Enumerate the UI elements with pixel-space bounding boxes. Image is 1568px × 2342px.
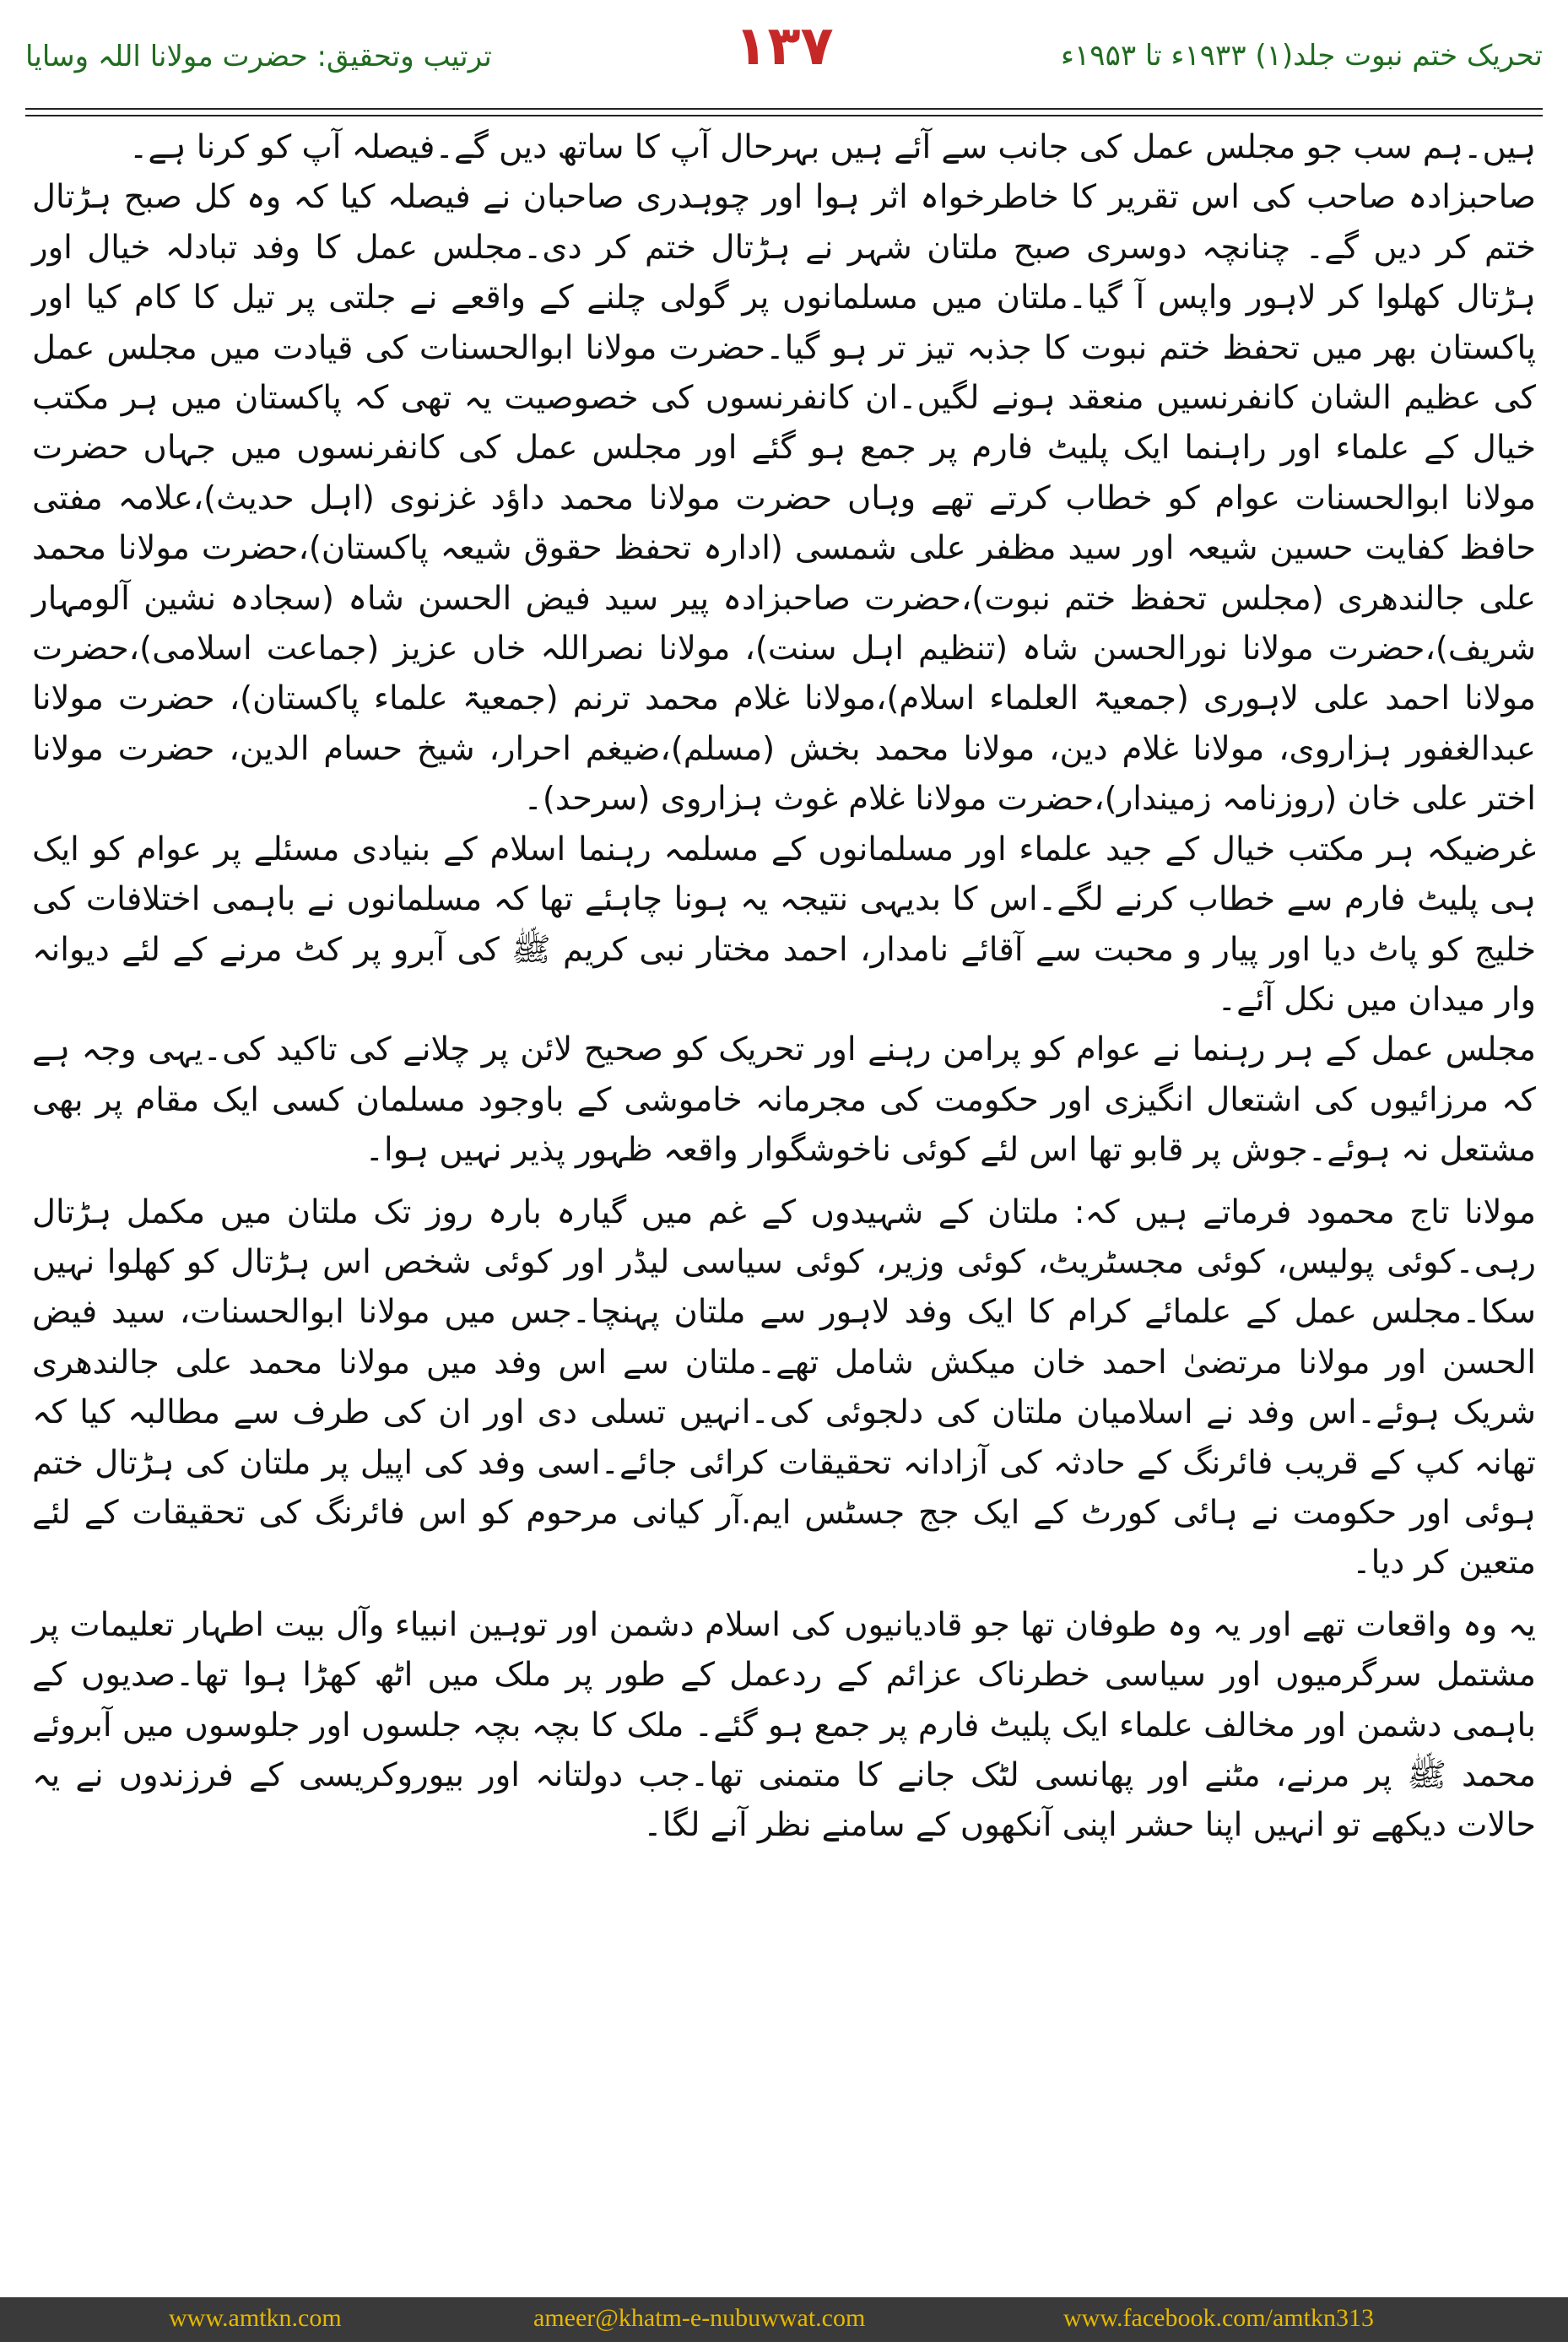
facebook-link[interactable]: www.facebook.com/amtkn313 [1063, 2304, 1374, 2332]
email-link[interactable]: ameer@khatm-e-nubuwwat.com [533, 2304, 866, 2332]
paragraph-1: ہیں۔ہم سب جو مجلس عمل کی جانب سے آئے ہیں بہرحال آپ کا ساتھ دیں گے۔فیصلہ آپ کو کرنا ہے۔ [128, 128, 1536, 166]
page-body [32, 122, 1536, 1851]
paragraph-6: یہ وہ واقعات تھے اور یہ وہ طوفان تھا جو قادیانیوں کی اسلام دشمن اور توہین انبیاء وآل بیت اطہار تعلیمات پر مشتمل سرگرمیوں اور سیاسی خطرناک عزائم کے ردعمل کے طور پر ملک میں اٹھ کھڑا ہوا تھا۔صدیوں کے باہمی دشمن اور مخالف علماء ایک پلیٹ فارم پر جمع ہو گئے۔ ملک کا بچہ بچہ جلسوں اور جلوسوں میں آبروئے محمد ﷺ پر مرنے، مٹنے اور پھانسی لٹک جانے کا متمنی تھا۔جب دولتانہ اور بیوروکریسی کے فرزندوں نے یہ حالات دیکھے تو انہیں اپنا حشر اپنی آنکھوں کے سامنے نظر آنے لگا۔ [32, 1605, 1536, 1845]
header-divider [25, 108, 1543, 116]
paragraph-3: غرضیکہ ہر مکتب خیال کے جید علماء اور مسلمانوں کے مسلمہ رہنما اسلام کے بنیادی مسئلے پر عوام کو ایک ہی پلیٹ فارم سے خطاب کرنے لگے۔اس کا بدیہی نتیجہ یہ ہونا چاہئے تھا کہ مسلمانوں نے باہمی اختلافات کی خلیج کو پاٹ دیا اور پیار و محبت سے آقائے نامدار، احمد مختار نبی کریم ﷺ کی آبرو پر کٹ مرنے کے لئے دیوانہ وار میدان میں نکل آئے۔ [32, 830, 1536, 1019]
paragraph-5: مولانا تاج محمود فرماتے ہیں کہ: ملتان کے شہیدوں کے غم میں گیارہ بارہ روز تک ملتان میں مکمل ہڑتال رہی۔کوئی پولیس، کوئی مجسٹریٹ، کوئی وزیر، کوئی سیاسی لیڈر اور کوئی شخص اس ہڑتال کو کھلوا نہیں سکا۔مجلس عمل کے علمائے کرام کا ایک وفد لاہور سے ملتان پہنچا۔جس میں مولانا ابوالحسنات، سید فیض الحسن اور مولانا مرتضیٰ احمد خان میکش شامل تھے۔ملتان سے اس وفد میں مولانا محمد علی جالندھری شریک ہوئے۔اس وفد نے اسلامیان ملتان کی دلجوئی کی۔انہیں تسلی دی اور ان کی طرف سے مطالبہ کیا کہ تھانہ کپ کے قریب فائرنگ کے حادثہ کی آزادانہ تحقیقات کرائی جائے۔اسی وفد کی اپیل پر ملتان کی ہڑتال ختم ہوئی اور حکومت نے ہائی کورٹ کے ایک جج جسٹس ایم.آر کیانی مرحوم کو اس فائرنگ کی تحقیقات کے لئے متعین کر دیا۔ [32, 1193, 1536, 1582]
compiler-credit: ترتیب وتحقیق: حضرت مولانا اللہ وسایا [25, 40, 492, 73]
paragraph-2: صاحبزادہ صاحب کی اس تقریر کا خاطرخواہ اثر ہوا اور چوہدری صاحبان نے فیصلہ کیا کہ وہ کل صبح ہڑتال ختم کر دیں گے۔ چنانچہ دوسری صبح ملتان شہر نے ہڑتال ختم کر دی۔مجلس عمل کا وفد تبادلہ خیال اور ہڑتال کھلوا کر لاہور واپس آ گیا۔ملتان میں مسلمانوں پر گولی چلنے کے واقعے نے جلتی پر تیل کا کام کیا اور پاکستان بھر میں تحفظ ختم نبوت کا جذبہ تیز تر ہو گیا۔حضرت مولانا ابوالحسنات کی قیادت میں مجلس عمل کی عظیم الشان کانفرنسیں منعقد ہونے لگیں۔ان کانفرنسوں کی خصوصیت یہ تھی کہ پاکستان میں ہر مکتب خیال کے علماء اور راہنما ایک پلیٹ فارم پر جمع ہو گئے اور مجلس عمل کی کانفرنسوں میں جہاں حضرت مولانا ابوالحسنات عوام کو خطاب کرتے تھے وہاں حضرت مولانا محمد داؤد غزنوی (اہل حدیث)،علامہ مفتی حافظ کفایت حسین شیعہ اور سید مظفر علی شمسی (ادارہ تحفظ حقوق شیعہ پاکستان)،حضرت مولانا محمد علی جالندھری (مجلس تحفظ ختم نبوت)،حضرت صاحبزادہ پیر سید فیض الحسن شاہ (سجادہ نشین آلومہار شریف)،حضرت مولانا نورالحسن شاہ (تنظیم اہل سنت)، مولانا نصراللہ خاں عزیز (جماعت اسلامی)،حضرت مولانا احمد علی لاہوری (جمعیۃ العلماء اسلام)،مولانا غلام محمد ترنم (جمعیۃ علماء پاکستان)، حضرت مولانا عبدالغفور ہزاروی، مولانا غلام دین، مولانا محمد بخش (مسلم)،ضیغم احرار، شیخ حسام الدین، حضرت مولانا اختر علی خان (روزنامہ زمیندار)،حضرت مولانا غلام غوث ہزاروی (سرحد)۔ [32, 178, 1536, 819]
website-link[interactable]: www.amtkn.com [169, 2304, 342, 2332]
page-header [25, 15, 1543, 100]
page-number: ۱۳۷ [734, 15, 834, 78]
page-footer [0, 2297, 1568, 2342]
paragraph-4: مجلس عمل کے ہر رہنما نے عوام کو پرامن رہنے اور تحریک کو صحیح لائن پر چلانے کی تاکید کی۔یہی وجہ ہے کہ مرزائیوں کی اشتعال انگیزی اور حکومت کی مجرمانہ خاموشی کے باوجود مسلمان کسی ایک مقام پر بھی مشتعل نہ ہوئے۔جوش پر قابو تھا اس لئے کوئی ناخوشگوار واقعہ ظہور پذیر نہیں ہوا۔ [32, 1030, 1536, 1170]
book-title: تحریک ختم نبوت جلد(۱) ۱۹۳۳ء تا ۱۹۵۳ء [1061, 39, 1543, 73]
